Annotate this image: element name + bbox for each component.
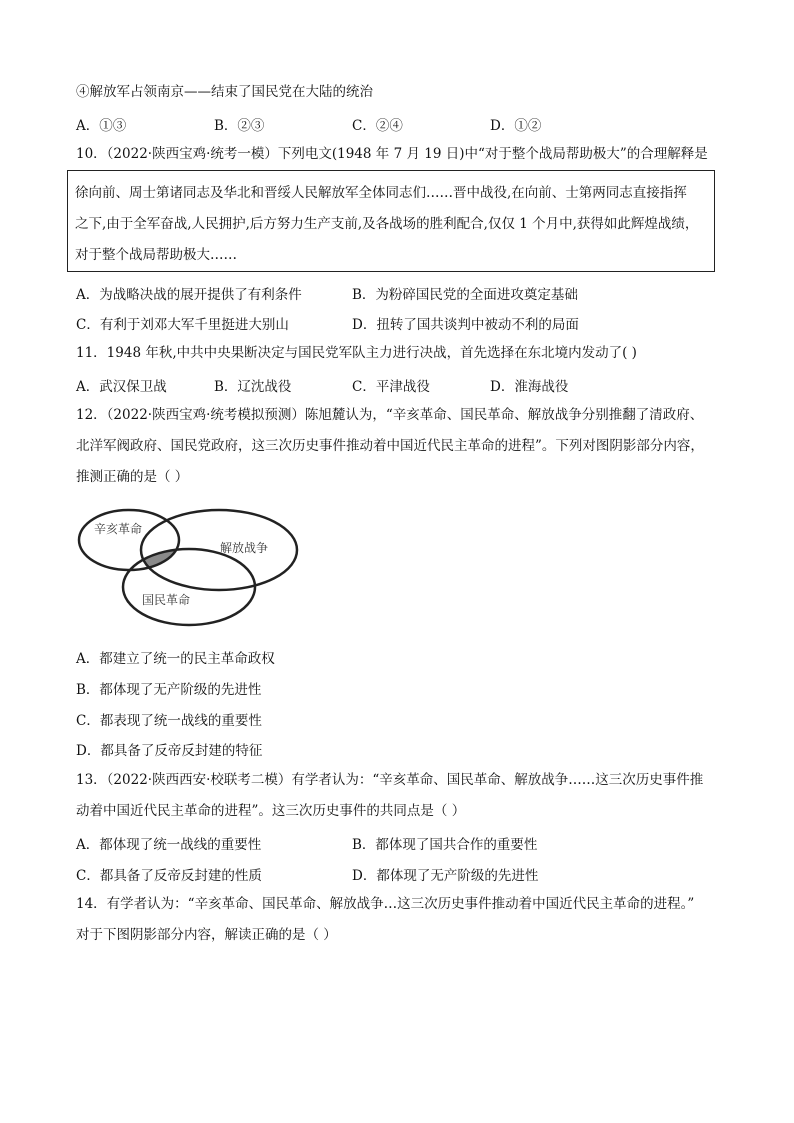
q12-stem-line-1: 12．（2022·陕西宝鸡·统考模拟预测）陈旭麓认为，“辛亥革命、国民革命、解放战争分别推翻了清政府、 (76, 407, 704, 423)
q10-option-d: D．扭转了国共谈判中被动不利的局面 (352, 317, 579, 333)
venn-label-right: 解放战争 (220, 541, 269, 555)
q9-option-a: A．①③ (76, 118, 127, 134)
q10-option-b: B．为粉碎国民党的全面进攻奠定基础 (352, 287, 578, 303)
venn-circle-left (79, 510, 179, 570)
q12-option-c: C．都表现了统一战线的重要性 (76, 713, 262, 729)
q10-stem: 10．（2022·陕西宝鸡·统考一模）下列电文(1948 年 7 月 19 日)中“对于整个战局帮助极大”的合理解释是 (76, 146, 708, 162)
q13-option-c: C．都具备了反帝反封建的性质 (76, 868, 262, 884)
q14-stem-line-2: 对于下图阴影部分内容，解读正确的是（ ） (76, 927, 337, 943)
q11-option-d: D．淮海战役 (490, 379, 569, 395)
q9-option-b: B．②③ (214, 118, 265, 134)
q13-option-a: A．都体现了统一战线的重要性 (76, 837, 262, 853)
q11-stem: 11．1948 年秋,中共中央果断决定与国民党军队主力进行决战，首先选择在东北境内发动了( ) (76, 345, 637, 361)
venn-label-bottom: 国民革命 (142, 593, 191, 607)
q10-option-a: A．为战略决战的展开提供了有利条件 (76, 287, 302, 303)
q13-stem-line-2: 动着中国近代民主革命的进程”。这三次历史事件的共同点是（ ） (76, 803, 466, 819)
q12-option-d: D．都具备了反帝反封建的特征 (76, 743, 263, 759)
q9-item4: ④解放军占领南京——结束了国民党在大陆的统治 (76, 84, 373, 100)
q13-stem-line-1: 13．（2022·陕西西安·校联考二模）有学者认为：“辛亥革命、国民革命、解放战争……这三次历史事件推 (76, 772, 704, 788)
q13-option-b: B．都体现了国共合作的重要性 (352, 837, 538, 853)
q9-option-d: D．①② (490, 118, 542, 134)
q12-stem-line-3: 推测正确的是（ ） (76, 469, 189, 485)
q10-option-c: C．有利于刘邓大军千里挺进大别山 (76, 317, 289, 333)
venn-label-left: 辛亥革命 (94, 522, 143, 536)
q9-option-c: C．②④ (352, 118, 403, 134)
q13-option-d: D．都体现了无产阶级的先进性 (352, 868, 539, 884)
q12-stem-line-2: 北洋军阀政府、国民党政府，这三次历史事件推动着中国近代民主革命的进程”。下列对图阴影部分内容， (76, 438, 704, 454)
q10-quote-box (67, 170, 715, 272)
venn-diagram (76, 500, 306, 640)
q12-option-a: A．都建立了统一的民主革命政权 (76, 651, 275, 667)
q11-option-c: C．平津战役 (352, 379, 430, 395)
q12-option-b: B．都体现了无产阶级的先进性 (76, 682, 262, 698)
q10-quote-line-3: 对于整个战局帮助极大…… (75, 247, 237, 263)
venn-circle-right (141, 510, 297, 590)
q11-option-b: B．辽沈战役 (214, 379, 292, 395)
q10-quote-line-2: 之下,由于全军奋战,人民拥护,后方努力生产支前,及各战场的胜利配合,仅仅 1 个月中,获得如此辉煌战绩， (75, 216, 699, 232)
q14-stem-line-1: 14．有学者认为：“辛亥革命、国民革命、解放战争…这三次历史事件推动着中国近代民主革命的进程。” (76, 896, 695, 912)
q11-option-a: A．武汉保卫战 (76, 379, 167, 395)
q10-quote-line-1: 徐向前、周士第诸同志及华北和晋绥人民解放军全体同志们……晋中战役,在向前、士第两同志直接指挥 (75, 185, 687, 201)
